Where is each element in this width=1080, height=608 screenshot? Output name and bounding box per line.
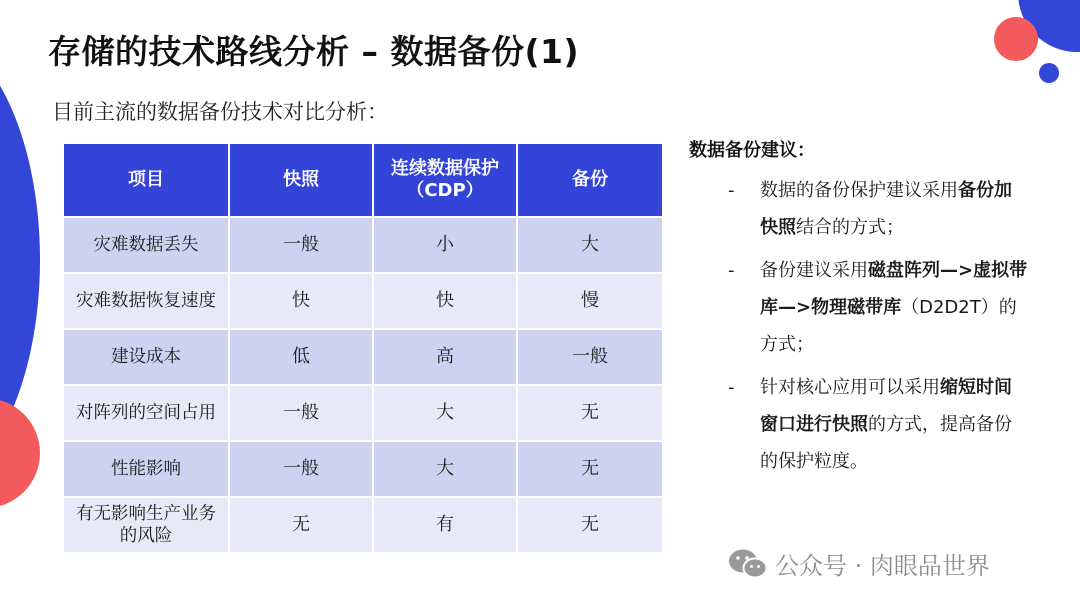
watermark	[727, 546, 990, 581]
table-cell: 一般	[229, 385, 373, 441]
table-cell: 快	[373, 273, 517, 329]
table-cell: 无	[517, 385, 663, 441]
table-cell: 高	[373, 329, 517, 385]
wechat-icon	[727, 547, 769, 581]
page-title: 存储的技术路线分析 – 数据备份(1)	[48, 32, 580, 71]
deco-top-right-small-blue-dot	[1039, 63, 1059, 83]
table-cell: 无	[229, 497, 373, 553]
table-cell: 大	[517, 217, 663, 273]
advice-item	[728, 252, 1028, 363]
advice-text: 结合的方式；	[796, 217, 904, 238]
table-cell: 低	[229, 329, 373, 385]
table-row	[63, 385, 663, 441]
table-row	[63, 329, 663, 385]
dash-marker: -	[728, 260, 735, 281]
table-cell: 有	[373, 497, 517, 553]
table-row	[63, 441, 663, 497]
advice-text: 备份建议采用	[760, 260, 868, 281]
advice-text: 的方式，提高备份的保护粒度。	[760, 414, 1012, 472]
header-cdp: 连续数据保护 （CDP）	[373, 143, 517, 217]
table-cell: 一般	[517, 329, 663, 385]
advice-text: （D2D2T）的方式；	[760, 297, 1017, 355]
comparison-table	[62, 142, 664, 554]
row-label: 性能影响	[63, 441, 229, 497]
row-label: 灾难数据恢复速度	[63, 273, 229, 329]
row-label: 对阵列的空间占用	[63, 385, 229, 441]
advice-emphasis: 缩短时间窗口进行快照	[760, 377, 1012, 435]
advice-heading: 数据备份建议：	[689, 140, 815, 161]
table-row	[63, 497, 663, 553]
table-cell: 一般	[229, 217, 373, 273]
subtitle: 目前主流的数据备份技术对比分析：	[52, 100, 388, 124]
advice-item	[728, 172, 1028, 246]
header-backup: 备份	[517, 143, 663, 217]
watermark-text: 公众号 · 肉眼品世界	[775, 552, 990, 580]
advice-emphasis: 磁盘阵列—>虚拟带库—>物理磁带库	[760, 260, 1028, 318]
table-cell: 无	[517, 497, 663, 553]
table-header-row	[63, 143, 663, 217]
header-item: 项目	[63, 143, 229, 217]
row-label: 灾难数据丢失	[63, 217, 229, 273]
advice-item	[728, 369, 1028, 480]
dash-marker: -	[728, 180, 735, 201]
advice-text: 数据的备份保护建议采用	[760, 180, 958, 201]
advice-text: 针对核心应用可以采用	[760, 377, 940, 398]
table-cell: 一般	[229, 441, 373, 497]
table-cell: 慢	[517, 273, 663, 329]
header-snapshot: 快照	[229, 143, 373, 217]
table-cell: 小	[373, 217, 517, 273]
table-cell: 无	[517, 441, 663, 497]
advice-list	[728, 172, 1028, 486]
table-row	[63, 217, 663, 273]
advice-emphasis: 备份加快照	[760, 180, 1012, 238]
row-label: 建设成本	[63, 329, 229, 385]
dash-marker: -	[728, 377, 735, 398]
table-cell: 大	[373, 441, 517, 497]
table-cell: 大	[373, 385, 517, 441]
table-cell: 快	[229, 273, 373, 329]
deco-top-right-coral-circle	[994, 17, 1038, 61]
row-label: 有无影响生产业务的风险	[63, 497, 229, 553]
table-row	[63, 273, 663, 329]
deco-left-coral-circle	[0, 398, 40, 508]
